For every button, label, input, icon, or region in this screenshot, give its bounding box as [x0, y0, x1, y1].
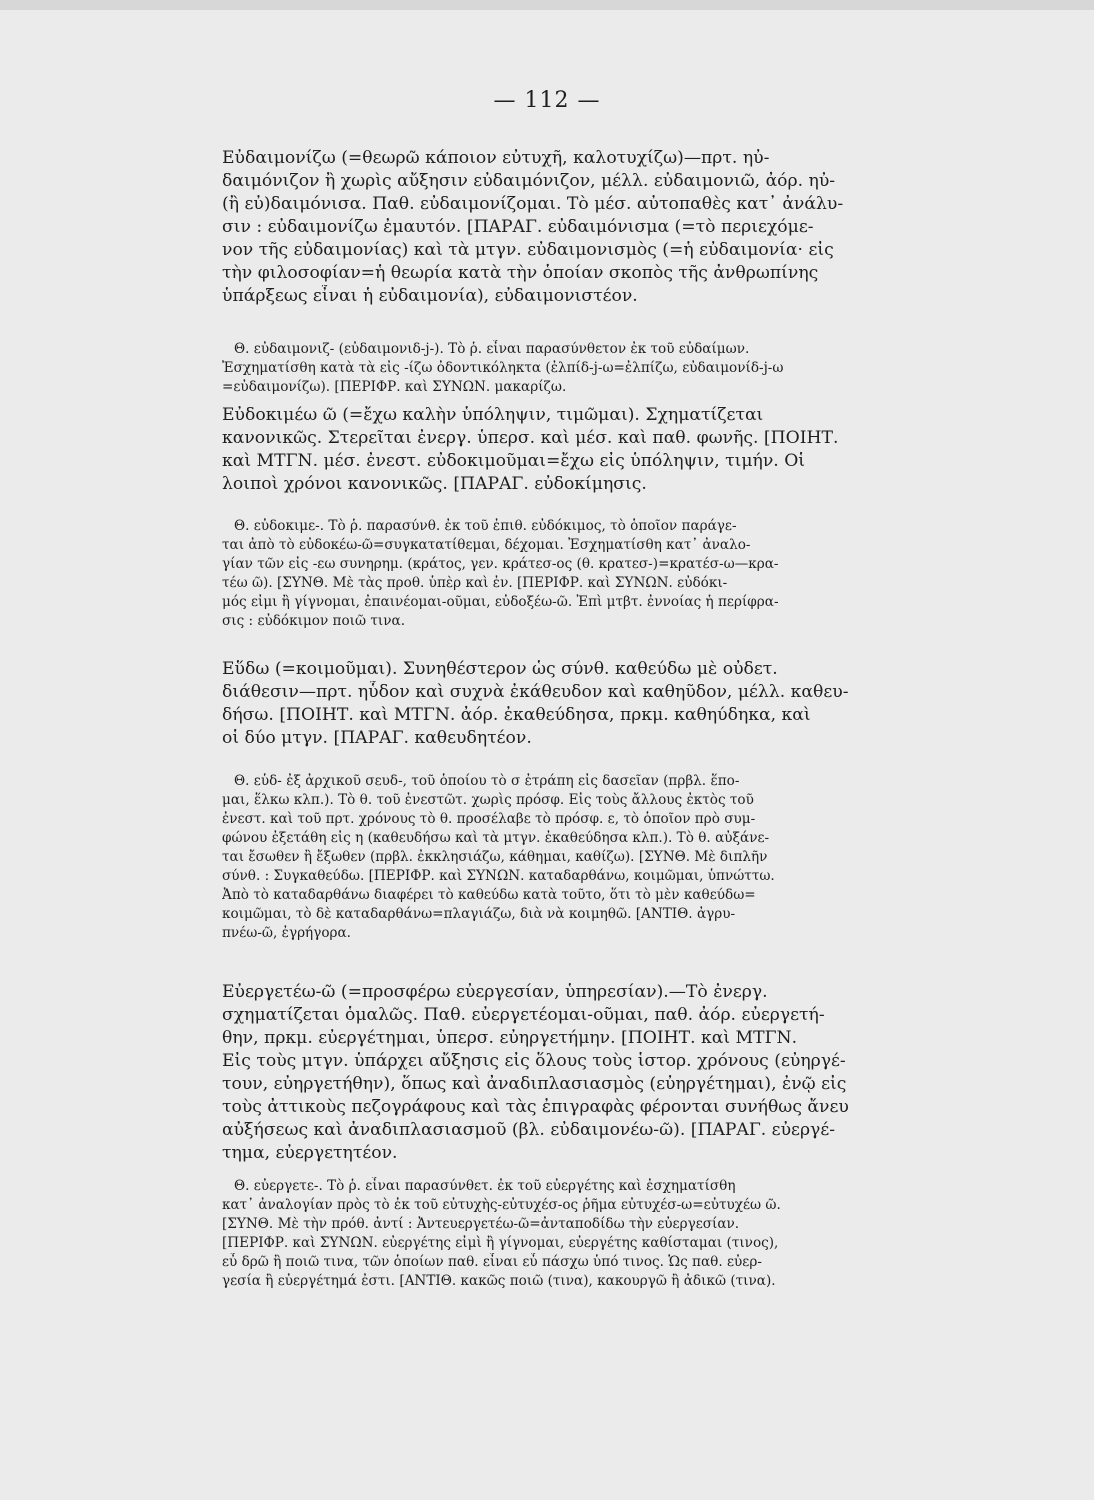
note-line: γεσία ἢ εὐεργέτημά ἐστι. [ΑΝΤΙΘ. κακῶς ποιῶ (τινα), κακουργῶ ἢ ἀδικῶ (τινα).: [222, 1273, 776, 1289]
note-line: κοιμῶμαι, τὸ δὲ καταδαρθάνω=πλαγιάζω, διὰ νὰ κοιμηθῶ. [ΑΝΤΙΘ. ἀγρυ-: [222, 906, 736, 922]
note-line: σις : εὐδόκιμον ποιῶ τινα.: [222, 613, 406, 629]
entry-line: θην, πρκμ. εὐεργέτημαι, ὑπερσ. εὐηργετήμην. [ΠΟΙΗΤ. καὶ ΜΤΓΝ.: [222, 1028, 798, 1048]
note-line: Ἀπὸ τὸ καταδαρθάνω διαφέρει τὸ καθεύδω κατὰ τοῦτο, ὅτι τὸ μὲν καθεύδω=: [222, 887, 756, 903]
note-line: =εὐδαιμονίζω). [ΠΕΡΙΦΡ. καὶ ΣΥΝΩΝ. μακαρίζω.: [222, 379, 567, 395]
note-line: Θ. εὑδ- ἐξ ἀρχικοῦ σευδ-, τοῦ ὁποίου τὸ σ ἐτράπη εἰς δασεῖαν (πρβλ. ἕπο-: [234, 773, 740, 789]
entry-line: σιν : εὐδαιμονίζω ἐμαυτόν. [ΠΑΡΑΓ. εὐδαιμόνισμα (=τὸ περιεχόμε-: [222, 217, 814, 237]
note-line: μαι, ἕλκω κλπ.). Τὸ θ. τοῦ ἐνεστῶτ. χωρὶς πρόσφ. Εἰς τοὺς ἄλλους ἐκτὸς τοῦ: [222, 792, 754, 808]
entry-eudokimeo: [222, 404, 850, 496]
entry-line: Εἰς τοὺς μτγν. ὑπάρχει αὔξησις εἰς ὅλους τοὺς ἱστορ. χρόνους (εὐηργέ-: [222, 1051, 846, 1071]
page-number: — 112 —: [493, 88, 601, 113]
entry-eudo: [222, 658, 850, 750]
note-line: ται ἀπὸ τὸ εὐδοκέω-ῶ=συγκατατίθεμαι, δέχομαι. Ἐσχηματίσθη κατ᾽ ἀναλο-: [222, 537, 751, 553]
entry-line: οἱ δύο μτγν. [ΠΑΡΑΓ. καθευδητέον.: [222, 728, 532, 748]
entry-line: Εὐεργετέω-ῶ (=προσφέρω εὐεργεσίαν, ὑπηρεσίαν).—Τὸ ἐνεργ.: [222, 982, 768, 1002]
entry-line: νον τῆς εὐδαιμονίας) καὶ τὰ μτγν. εὐδαιμονισμὸς (=ἡ εὐδαιμονία· εἰς: [222, 240, 834, 260]
entry-line: δήσω. [ΠΟΙΗΤ. καὶ ΜΤΓΝ. ἀόρ. ἐκαθεύδησα, πρκμ. καθηύδηκα, καὶ: [222, 705, 811, 725]
note-line: σύνθ. : Συγκαθεύδω. [ΠΕΡΙΦΡ. καὶ ΣΥΝΩΝ. καταδαρθάνω, κοιμῶμαι, ὑπνώττω.: [222, 868, 775, 884]
note-line: Ἐσχηματίσθη κατὰ τὰ εἰς -ίζω ὀδοντικόληκτα (ἐλπίδ-j-ω=ἐλπίζω, εὐδαιμονίδ-j-ω: [222, 360, 784, 376]
scan-edge: [0, 0, 1094, 10]
note-line: Θ. εὐδοκιμε-. Τὸ ῥ. παρασύνθ. ἐκ τοῦ ἐπιθ. εὐδόκιμος, τὸ ὁποῖον παράγε-: [234, 518, 737, 534]
entry-line: αὐξήσεως καὶ ἀναδιπλασιασμοῦ (βλ. εὐδαιμονέω-ῶ). [ΠΑΡΑΓ. εὐεργέ-: [222, 1120, 836, 1140]
entry-line: διάθεσιν—πρτ. ηὗδον καὶ συχνὰ ἐκάθευδον καὶ καθηῦδον, μέλλ. καθευ-: [222, 682, 849, 702]
note-line: ἐνεστ. καὶ τοῦ πρτ. χρόνους τὸ θ. προσέλαβε τὸ πρόσφ. ε, τὸ ὁποῖον πρὸ συμ-: [222, 811, 756, 827]
entry-line: σχηματίζεται ὁμαλῶς. Παθ. εὐεργετέομαι-οῦμαι, παθ. ἀόρ. εὐεργετή-: [222, 1005, 825, 1025]
entry-line: τημα, εὐεργετητέον.: [222, 1143, 398, 1163]
note-line: κατ᾽ ἀναλογίαν πρὸς τὸ ἐκ τοῦ εὐτυχὴς-εὐτυχέσ-ος ῥῆμα εὐτυχέσ-ω=εὐτυχέω ῶ.: [222, 1197, 781, 1213]
entry-line: τοὺς ἀττικοὺς πεζογράφους καὶ τὰς ἐπιγραφὰς φέρονται συνήθως ἄνευ: [222, 1097, 849, 1117]
note-line: εὖ δρῶ ἢ ποιῶ τινα, τῶν ὁποίων παθ. εἶναι εὖ πάσχω ὑπό τινος. Ὡς παθ. εὐερ-: [222, 1254, 762, 1270]
entry-line: τουν, εὐηργετήθην), ὅπως καὶ ἀναδιπλασιασμὸς (εὐηργέτημαι), ἐνῷ εἰς: [222, 1074, 847, 1094]
entry-note: [222, 340, 850, 397]
entry-line: Εὕδω (=κοιμοῦμαι). Συνηθέστερον ὡς σύνθ. καθεύδω μὲ οὐδετ.: [222, 659, 778, 679]
entry-line: ὑπάρξεως εἶναι ἡ εὐδαιμονία), εὐδαιμονιστέον.: [222, 286, 638, 306]
entry-line: Εὐδοκιμέω ῶ (=ἔχω καλὴν ὑπόληψιν, τιμῶμαι). Σχηματίζεται: [222, 405, 764, 425]
entry-note: [222, 772, 850, 943]
note-line: [ΠΕΡΙΦΡ. καὶ ΣΥΝΩΝ. εὐεργέτης εἰμὶ ἢ γίγνομαι, εὐεργέτης καθίσταμαι (τινος),: [222, 1235, 779, 1251]
note-line: Θ. εὐεργετε-. Τὸ ῥ. εἶναι παρασύνθετ. ἐκ τοῦ εὐεργέτης καὶ ἐσχηματίσθη: [234, 1178, 736, 1194]
entry-line: καὶ ΜΤΓΝ. μέσ. ἐνεστ. εὐδοκιμοῦμαι=ἔχω εἰς ὑπόληψιν, τιμήν. Οἱ: [222, 451, 806, 471]
entry-line: δαιμόνιζον ἢ χωρὶς αὔξησιν εὐδαιμόνιζον, μέλλ. εὐδαιμονιῶ, ἀόρ. ηὐ-: [222, 171, 836, 191]
note-line: πνέω-ῶ, ἐγρήγορα.: [222, 925, 352, 941]
note-line: Θ. εὐδαιμονιζ- (εὐδαιμονιδ-j-). Τὸ ῥ. εἶναι παρασύνθετον ἐκ τοῦ εὐδαίμων.: [234, 341, 750, 357]
note-line: φώνου ἐξετάθη εἰς η (καθευδήσω καὶ τὰ μτγν. ἐκαθεύδησα κλπ.). Τὸ θ. αὐξάνε-: [222, 830, 770, 846]
entry-line: τὴν φιλοσοφίαν=ἡ θεωρία κατὰ τὴν ὁποίαν σκοπὸς τῆς ἀνθρωπίνης: [222, 263, 819, 283]
note-line: τέω ῶ). [ΣΥΝΘ. Μὲ τὰς προθ. ὑπὲρ καὶ ἐν. [ΠΕΡΙΦΡ. καὶ ΣΥΝΩΝ. εὐδόκι-: [222, 575, 728, 591]
entry-line: κανονικῶς. Στερεῖται ἐνεργ. ὑπερσ. καὶ μέσ. καὶ παθ. φωνῆς. [ΠΟΙΗΤ.: [222, 428, 839, 448]
note-line: ται ἔσωθεν ἢ ἔξωθεν (πρβλ. ἐκκλησιάζω, κάθημαι, καθίζω). [ΣΥΝΘ. Μὲ διπλῆν: [222, 849, 768, 865]
entry-line: λοιποὶ χρόνοι κανονικῶς. [ΠΑΡΑΓ. εὐδοκίμησις.: [222, 474, 647, 494]
entry-line: (ἢ εὐ)δαιμόνισα. Παθ. εὐδαιμονίζομαι. Τὸ μέσ. αὐτοπαθὲς κατ᾽ ἀνάλυ-: [222, 194, 844, 214]
entry-eudaimonizo: [222, 147, 850, 308]
note-line: [ΣΥΝΘ. Μὲ τὴν πρόθ. ἀντί : Ἀντευεργετέω-ῶ=ἀνταποδίδω τὴν εὐεργεσίαν.: [222, 1216, 740, 1232]
entry-euergeteo: [222, 981, 850, 1165]
entry-line: Εὐδαιμονίζω (=θεωρῶ κάποιον εὐτυχῆ, καλοτυχίζω)—πρτ. ηὐ-: [222, 148, 770, 168]
entry-note: [222, 517, 850, 631]
note-line: μός εἰμι ἢ γίγνομαι, ἐπαινέομαι-οῦμαι, εὐδοξέω-ῶ. Ἐπὶ μτβτ. ἐννοίας ἡ περίφρα-: [222, 594, 779, 610]
note-line: γίαν τῶν εἰς -εω συνηρημ. (κράτος, γεν. κράτεσ-ος (θ. κρατεσ-)=κρατέσ-ω—κρα-: [222, 556, 779, 572]
entry-note: [222, 1177, 850, 1291]
